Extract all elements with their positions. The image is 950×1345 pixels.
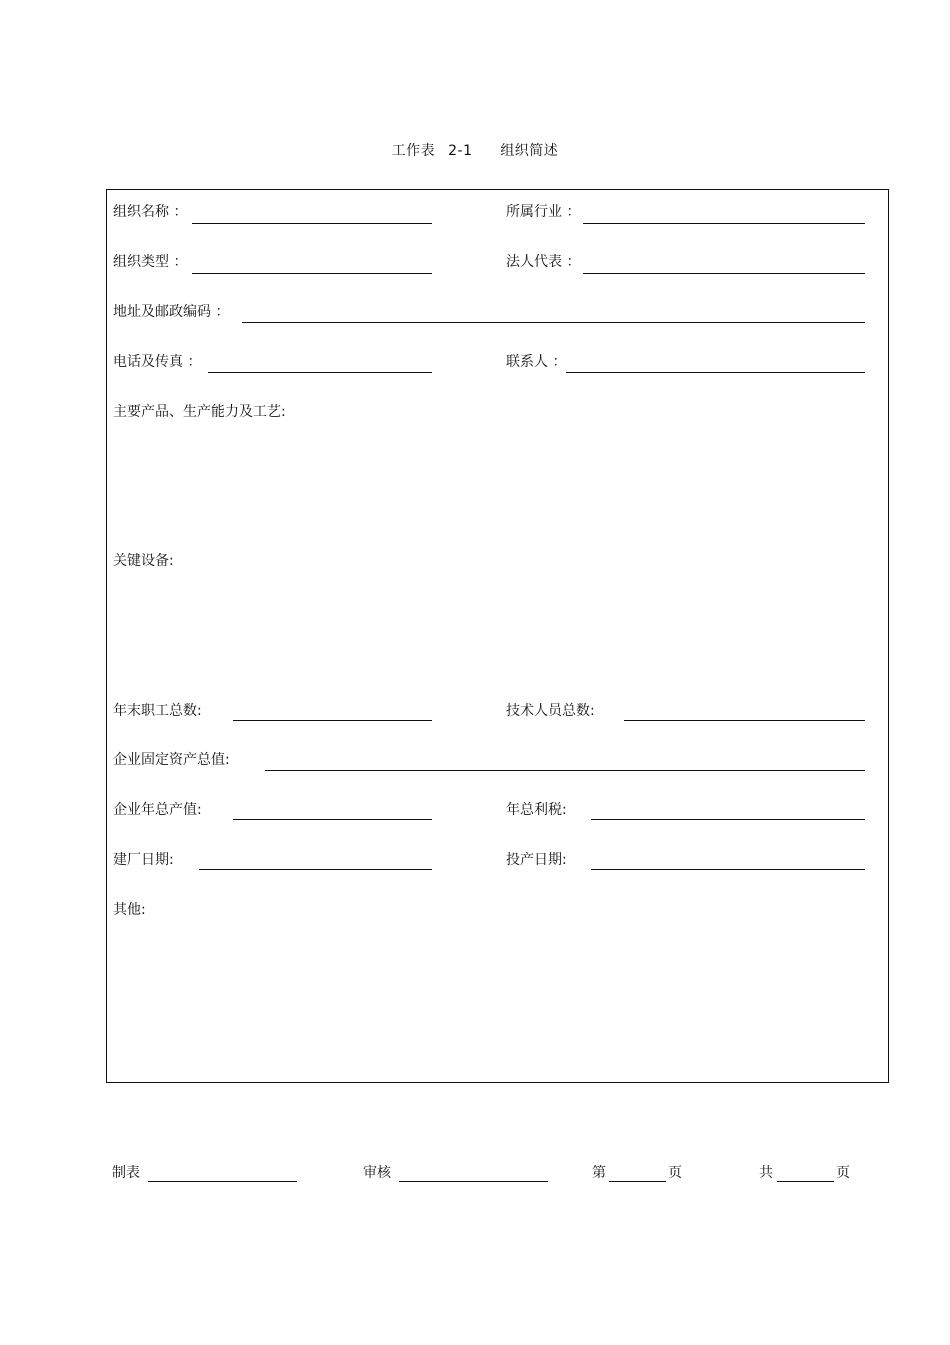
industry-field[interactable] — [583, 223, 865, 224]
founded-field[interactable] — [199, 869, 432, 870]
page-suffix-label: 页 — [668, 1165, 682, 1181]
total-suffix-label: 页 — [836, 1165, 850, 1181]
organization-form — [106, 189, 889, 1083]
products-label: 主要产品、生产能力及工艺: — [113, 404, 286, 420]
prepared-by-label: 制表 — [112, 1165, 140, 1181]
page-prefix-label: 第 — [592, 1165, 606, 1181]
address-field[interactable] — [242, 322, 865, 323]
prepared-by-field[interactable] — [148, 1181, 297, 1182]
legal-rep-label: 法人代表 ： — [506, 254, 581, 270]
total-pages-field[interactable] — [777, 1181, 834, 1182]
equipment-label: 关键设备: — [113, 553, 174, 569]
annual-tax-label: 年总利税: — [506, 802, 567, 818]
fixed-assets-field[interactable] — [265, 770, 865, 771]
tech-staff-field[interactable] — [624, 720, 865, 721]
title-name: 组织简述 — [500, 143, 559, 159]
page-number-field[interactable] — [609, 1181, 666, 1182]
contact-label: 联系人 ： — [506, 354, 567, 370]
org-name-label: 组织名称 ： — [113, 204, 188, 220]
title-number: 2-1 — [448, 143, 473, 159]
page-title — [0, 140, 950, 160]
founded-label: 建厂日期: — [113, 852, 174, 868]
employees-label: 年末职工总数: — [113, 703, 202, 719]
annual-output-field[interactable] — [233, 819, 432, 820]
phone-fax-field[interactable] — [208, 372, 432, 373]
employees-field[interactable] — [233, 720, 432, 721]
phone-fax-label: 电话及传真 ： — [113, 354, 202, 370]
org-type-field[interactable] — [192, 273, 432, 274]
annual-tax-field[interactable] — [591, 819, 865, 820]
annual-output-label: 企业年总产值: — [113, 802, 202, 818]
other-label: 其他: — [113, 902, 146, 918]
contact-field[interactable] — [566, 372, 865, 373]
operation-date-field[interactable] — [591, 869, 865, 870]
reviewed-by-label: 审核 — [363, 1165, 391, 1181]
tech-staff-label: 技术人员总数: — [506, 703, 595, 719]
industry-label: 所属行业 ： — [506, 204, 581, 220]
title-prefix: 工作表 — [391, 143, 436, 159]
org-type-label: 组织类型 ： — [113, 254, 188, 270]
legal-rep-field[interactable] — [583, 273, 865, 274]
org-name-field[interactable] — [192, 223, 432, 224]
reviewed-by-field[interactable] — [399, 1181, 548, 1182]
fixed-assets-label: 企业固定资产总值: — [113, 752, 230, 768]
total-prefix-label: 共 — [759, 1165, 773, 1181]
address-label: 地址及邮政编码 ： — [113, 304, 230, 320]
operation-date-label: 投产日期: — [506, 852, 567, 868]
